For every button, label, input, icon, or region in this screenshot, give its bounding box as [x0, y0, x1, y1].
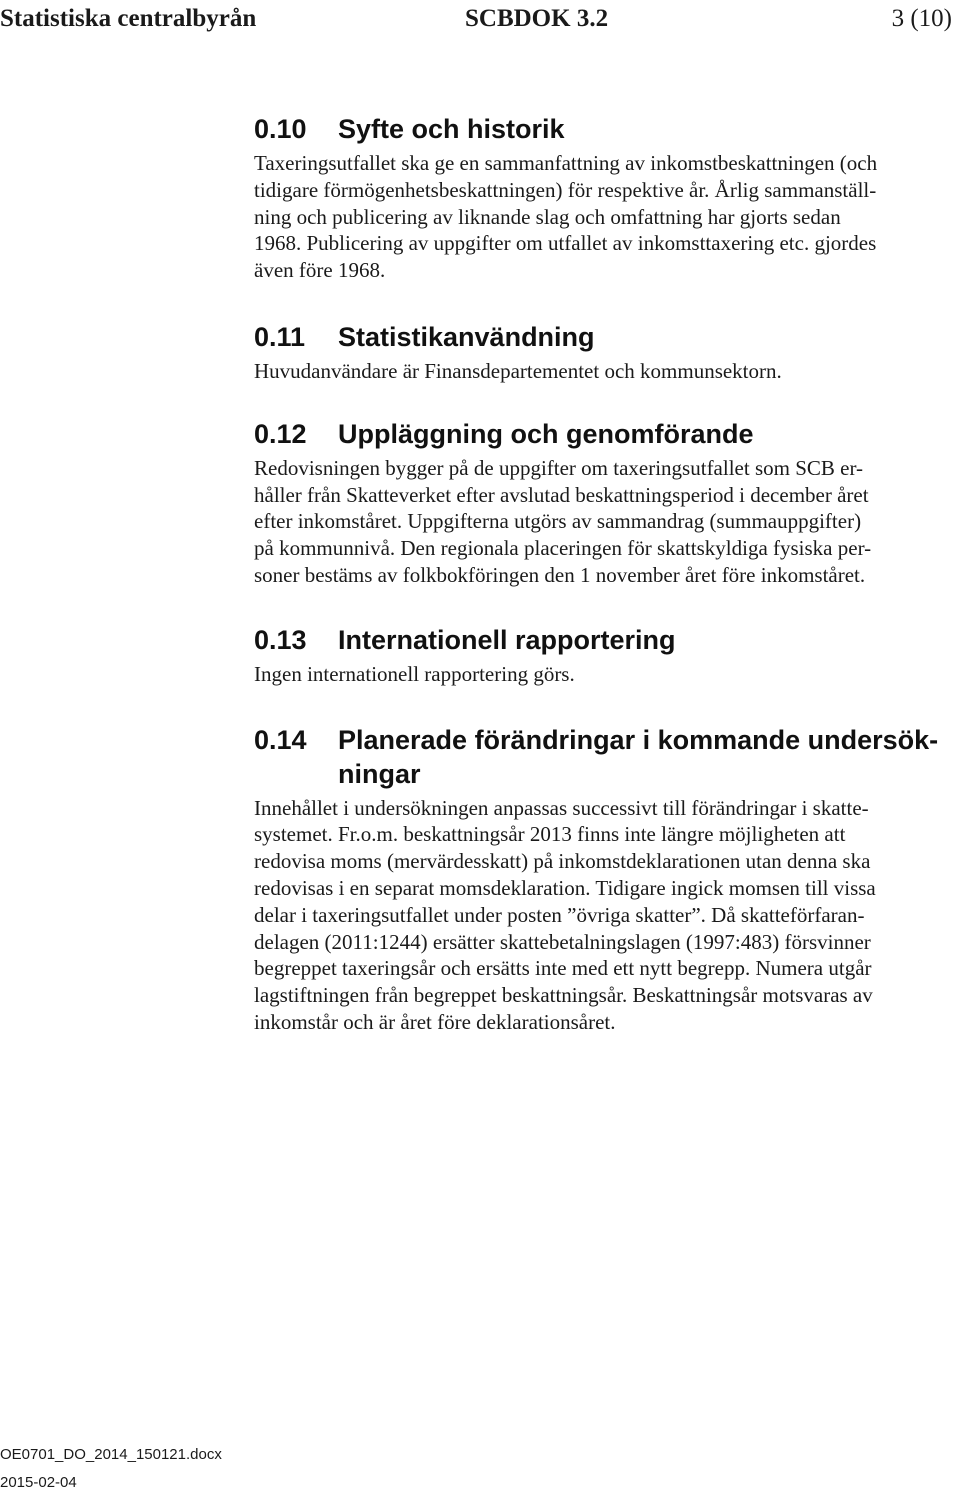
document-body [254, 112, 954, 1036]
section-syfte-och-historik [254, 112, 954, 284]
section-heading [254, 320, 954, 354]
section-heading [254, 623, 954, 657]
section-paragraph: Ingen internationell rapportering görs. [254, 661, 575, 686]
section-statistikanvandning [254, 320, 954, 385]
section-paragraph: Innehållet i undersökningen anpassas successivt till förändringar i skatte- systemet. Fr.o.m. beskattningsår 2013 finns inte längre möjligheten att redovisa moms (mervärdesskatt) på inkomstdeklarationen utan denna ska redovisas i en separat momsdeklaration. Tidigare ingick momsen till vissa delar i taxeringsutfallet under posten ”övriga skatter”. Då skatteförfaran- delagen (2011:1244) ersätter skattebetalningslagen (1997:483) försvinner begreppet taxeringsår och ersätts inte med ett nytt begrepp. Numera utgår lagstiftningen från begreppet beskattningsår. Beskattningsår motsvaras av inkomstår och är året före deklarationsåret. [254, 795, 876, 1034]
section-title: Internationell rapportering [338, 624, 676, 655]
footer-filename: OE0701_DO_2014_150121.docx [0, 1446, 222, 1463]
section-number: 0.12 [254, 418, 307, 449]
section-number: 0.11 [254, 321, 306, 352]
section-title: Statistikanvändning [338, 321, 595, 352]
section-upplaggning-och-genomforande [254, 417, 954, 589]
page-number: 3 (10) [891, 5, 952, 32]
section-number: 0.13 [254, 624, 307, 655]
document-code: SCBDOK 3.2 [465, 5, 609, 32]
footer-date: 2015-02-04 [0, 1474, 77, 1491]
section-title: Syfte och historik [338, 114, 565, 144]
section-paragraph: Redovisningen bygger på de uppgifter om taxeringsutfallet som SCB er- håller från Skatteverket efter avslutad beskattningsperiod i december året efter inkomståret. Uppgifterna utgörs av sammandrag (summauppgifter) på kommunnivå. Den regionala placeringen för skattskyldiga fysiska per- soner bestäms av folkbokföringen den 1 november året före inkomståret. [254, 455, 872, 587]
section-internationell-rapportering [254, 623, 954, 688]
section-paragraph: Huvudanvändare är Finansdepartementet och kommunsektorn. [254, 358, 782, 383]
section-planerade-forandringar [254, 723, 954, 1036]
section-heading [254, 723, 954, 791]
section-title: Uppläggning och genomförande [338, 418, 754, 449]
organization-name: Statistiska centralbyrån [0, 5, 257, 32]
section-number: 0.10 [254, 114, 307, 144]
section-title: Planerade förändringar i kommande undersök- ningar [338, 724, 939, 789]
section-number: 0.14 [254, 724, 307, 755]
section-paragraph: Taxeringsutfallet ska ge en sammanfattning av inkomstbeskattningen (och tidigare förmögenhetsbeskattningen) för respektive år. Årlig sammanställ- ning och publicering av liknande slag och omfattning har gjorts sedan 1968. Publicering av uppgifter om utfallet av inkomsttaxering etc. gjordes även före 1968. [254, 151, 878, 283]
section-heading [254, 112, 954, 146]
section-heading [254, 417, 954, 451]
page-header [0, 2, 960, 36]
